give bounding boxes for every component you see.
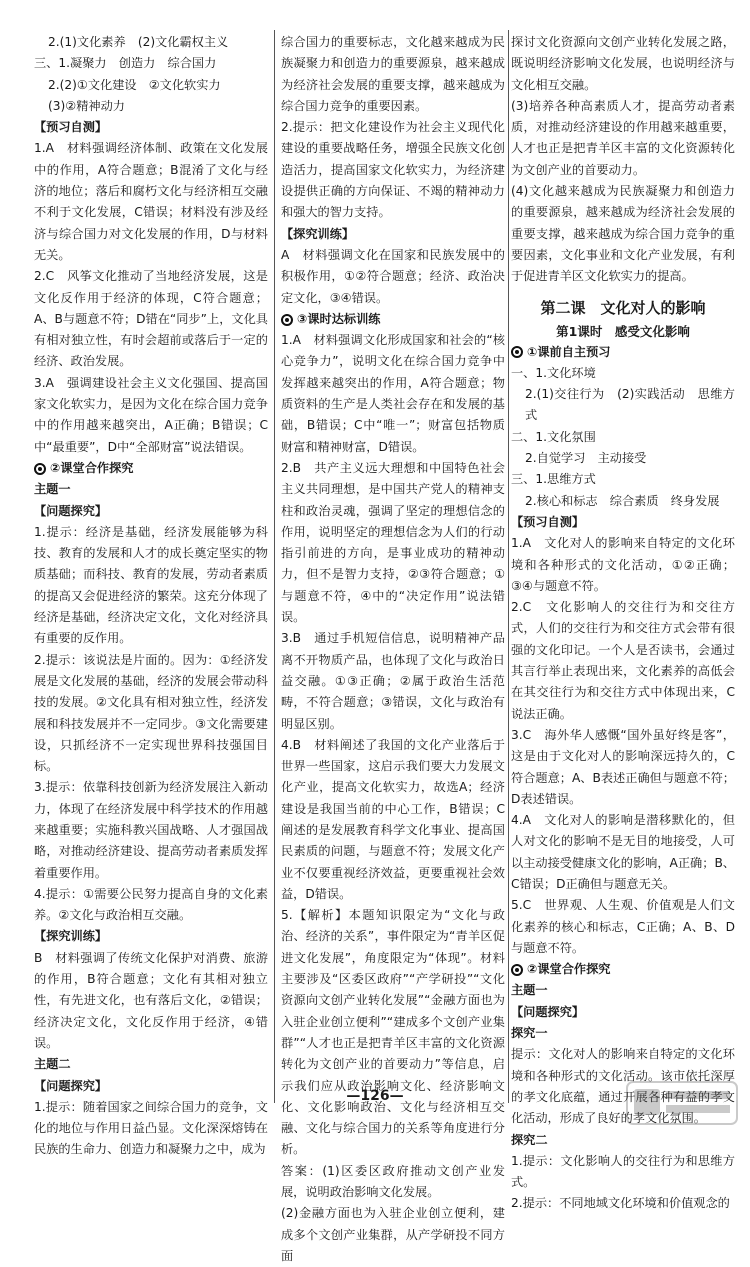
answer-paragraph: 3.B 通过手机短信信息，说明精神产品离不开物质产品，也体现了文化与政治日益交融。①③正确；②属于政治生活范畴，不符合题意；③错误，文化与政治有明显区别。 bbox=[281, 631, 505, 731]
answer-paragraph: 1.A 文化对人的影响来自特定的文化环境和各种形式的文化活动，①②正确；③④与题意不符。 bbox=[511, 536, 735, 593]
answer-paragraph: 5.【解析】本题知识限定为“文化与政治、经济的关系”，事件限定为“青羊区促进文化发展”，角度限定为“体现”。材料主要涉及“区委区政府”“产学研投”“文化资源向文创产业转化发展”“金融方面也为入驻企业创立便利”“建成多个文创产业集群”“人才也正是把青羊区丰富的文化资源转化为文创产业的首要动力”等信息，启示我们应从政治影响文化、经济影响文化、文化影响政治、文化与经济相互交融、文化与综合国力的关系等角度进行分析。 bbox=[281, 908, 505, 1157]
answer-paragraph: 3.C 海外华人感慨“国外虽好终是客”，这是由于文化对人的影响深远持久的，C符合题意；A、B表述正确但与题意不符；D表述错误。 bbox=[511, 727, 735, 806]
section-label: 【探究训练】 bbox=[281, 226, 355, 241]
answer-line: 一、1.文化环境 bbox=[511, 365, 596, 380]
answer-paragraph: 1.提示：随着国家之间综合国力的竞争，文化的地位与作用日益凸显。文化深深熔铸在民族的生命力、创造力和凝聚力之中，成为 bbox=[34, 1099, 268, 1157]
answer-paragraph: 综合国力的重要标志，文化越来越成为民族凝聚力和创造力的重要源泉，越来越成为经济社会发展的重要支撑，越来越成为综合国力竞争的重要因素。 bbox=[281, 35, 505, 113]
watermark-logo bbox=[626, 1081, 738, 1125]
answer-paragraph: 探讨文化资源向文创产业转化发展之路，既说明经济影响文化发展，也说明经济与文化相互交融。 bbox=[511, 35, 735, 92]
column-middle bbox=[281, 32, 505, 1267]
gear-icon bbox=[34, 463, 46, 475]
answer-paragraph: 2.提示：该说法是片面的。因为：①经济发展是文化发展的基础，经济的发展会带动科技的发展。②文化具有相对独立性，经济发展和科技发展并不一定同步。③文化需要建设，只抓经济不一定实现世界科技强国目标。 bbox=[34, 652, 268, 774]
answer-paragraph: 2.B 共产主义远大理想和中国特色社会主义共同理想，是中国共产党人的精神支柱和政治灵魂，强调了坚定的理想信念的作用，说明坚定的理想信念为人们的行动指引前进的方向，是事业成功的精神动力，但不是智力支持，②③符合题意；①与题意不符，④中的“决定作用”说法错误。 bbox=[281, 460, 505, 625]
gear-icon bbox=[511, 346, 523, 358]
section-heading: ③课时达标训练 bbox=[281, 309, 505, 330]
section-title: 第1课时 感受文化影响 bbox=[556, 323, 690, 339]
section-label: 【预习自测】 bbox=[34, 120, 108, 135]
answer-paragraph: 1.提示：文化影响人的交往行为和思维方式。 bbox=[511, 1153, 735, 1190]
column-left bbox=[34, 32, 268, 1161]
topic-label: 主题二 bbox=[34, 1057, 71, 1072]
answer-line: 三、1.思维方式 bbox=[511, 472, 596, 487]
gear-icon bbox=[281, 314, 293, 326]
answer-paragraph: 2.C 文化影响人的交往行为和交往方式，人们的交往行为和交往方式会带有很强的文化印记。一个人是否读书，会通过其言行举止表现出来，文化素养的高低会在其交往行为和交往方式中体现出来，C说法正确。 bbox=[511, 600, 735, 721]
answer-paragraph: B 材料强调了传统文化保护对消费、旅游的作用，B符合题意；文化有其相对独立性，有先进文化，也有落后文化，②错误；经济决定文化，文化反作用于经济，④错误。 bbox=[34, 950, 268, 1050]
answer-paragraph: 提示：文化对人的影响来自特定的文化环境和各种形式的文化活动。该市依托深厚的孝文化底蕴，通过开展各种有益的孝文化活动，形成了良好的孝文化氛围。 bbox=[511, 1047, 735, 1126]
topic-label: 主题一 bbox=[34, 482, 71, 497]
answer-line: 三、1.凝聚力 创造力 综合国力 bbox=[34, 56, 217, 71]
answer-line: 二、1.文化氛围 bbox=[511, 429, 596, 444]
answer-paragraph: 2.提示：把文化建设作为社会主义现代化建设的重要战略任务，增强全民族文化创造活力，提高国家文化软实力，为经济建设提供正确的方向保证、不竭的精神动力和强大的智力支持。 bbox=[281, 120, 505, 220]
answer-paragraph: 2.C 风筝文化推动了当地经济发展，这是文化反作用于经济的体现，C符合题意；A、B与题意不符；D错在“同步”上，文化具有相对独立性，有时会超前或落后于一定的经济、政治发展。 bbox=[34, 269, 268, 369]
answer-paragraph: A 材料强调文化在国家和民族发展中的积极作用，①②符合题意；经济、政治决定文化，③④错误。 bbox=[281, 247, 505, 305]
answer-paragraph: 1.A 材料强调文化形成国家和社会的“核心竞争力”，说明文化在综合国力竞争中发挥越来越突出的作用，A符合题意；物质资料的生产是人类社会存在和发展的基础，B错误；C中“唯一”；财富包括物质财富和精神财富，D错误。 bbox=[281, 333, 505, 454]
section-label: 【问题探究】 bbox=[34, 1078, 108, 1093]
topic-label: 主题一 bbox=[511, 983, 548, 998]
answer-paragraph: 3.提示：依靠科技创新为经济发展注入新动力，体现了在经济发展中科学技术的作用越来越重要；实施科教兴国战略、人才强国战略，对推动经济建设、提高劳动者素质发挥着重要作用。 bbox=[34, 780, 268, 880]
answer-line: 2.(1)文化素养 (2)文化霸权主义 bbox=[48, 35, 229, 49]
answer-paragraph: 4.B 材料阐述了我国的文化产业落后于世界一些国家，这启示我们要大力发展文化产业，提高文化软实力，故选A；经济建设是我国当前的中心工作，B错误；C阐述的是发展教育科学文化事业、提高国民素质的问题，与题意不符；发展文化产业不仅要重视经济效益，更要重视社会效益，D错误。 bbox=[281, 737, 505, 901]
answer-paragraph: 2.提示：不同地域文化环境和价值观念的 bbox=[511, 1196, 730, 1211]
column-right bbox=[511, 32, 735, 1215]
column-divider bbox=[274, 30, 275, 1103]
answer-paragraph: (4)文化越来越成为民族凝聚力和创造力的重要源泉，越来越成为经济社会发展的重要支撑，越来越成为综合国力竞争的重要因素，文化事业和文化产业发展，有利于促进青羊区文化软实力的提高。 bbox=[511, 184, 735, 284]
section-heading: ①课前自主预习 bbox=[511, 342, 735, 363]
answer-line: 2.自觉学习 主动接受 bbox=[525, 451, 647, 466]
answer-line: (3)②精神动力 bbox=[48, 98, 125, 113]
answer-paragraph: 1.A 材料强调经济体制、政策在文化发展中的作用，A符合题意；B混淆了文化与经济的地位；落后和腐朽文化与经济相互交融不利于文化发展，C错误；材料没有涉及经济与综合国力对文化发展的作用，D与材料无关。 bbox=[34, 141, 268, 262]
column-divider bbox=[508, 30, 509, 1103]
answer-line: 2.核心和标志 综合素质 终身发展 bbox=[525, 493, 720, 508]
chapter-title: 第二课 文化对人的影响 bbox=[540, 298, 706, 317]
page-number: —126— bbox=[346, 1088, 404, 1104]
answer-paragraph: (3)培养各种高素质人才，提高劳动者素质，对推动经济建设的作用越来越重要，人才也正是把青羊区丰富的文化资源转化为文创产业的首要动力。 bbox=[511, 98, 735, 177]
gear-icon bbox=[511, 964, 523, 976]
answer-line: 2.(2)①文化建设 ②文化软实力 bbox=[48, 77, 221, 92]
section-heading: ②课堂合作探究 bbox=[34, 458, 268, 479]
section-label: 【探究训练】 bbox=[34, 929, 108, 944]
answer-paragraph: 5.C 世界观、人生观、价值观是人们文化素养的核心和标志，C正确；A、B、D与题意不符。 bbox=[511, 898, 735, 955]
answer-line: 2.(1)交往行为 (2)实践活动 思维方式 bbox=[525, 387, 735, 423]
sub-label: 探究二 bbox=[511, 1132, 548, 1147]
section-label: 【预习自测】 bbox=[511, 514, 585, 529]
section-label: 【问题探究】 bbox=[511, 1004, 585, 1019]
answer-paragraph: 3.A 强调建设社会主义文化强国、提高国家文化软实力，是因为文化在综合国力竞争中的作用越来越突出，A正确；B错误；C中“最重要”，D中“全部财富”说法错误。 bbox=[34, 375, 268, 454]
answer-paragraph: 4.A 文化对人的影响是潜移默化的，但人对文化的影响不是无目的地接受，人可以主动接受健康文化的影响，A正确；B、C错误；D正确但与题意无关。 bbox=[511, 813, 735, 891]
answer-paragraph: 4.提示：①需要公民努力提高自身的文化素养。②文化与政治相互交融。 bbox=[34, 886, 268, 923]
answer-paragraph: 1.提示：经济是基础，经济发展能够为科技、教育的发展和人才的成长奠定坚实的物质基础；而科技、教育的发展，劳动者素质的提高又会促进经济的繁荣。这充分体现了经济是基础，经济决定文化，文化对经济具有重要的反作用。 bbox=[34, 524, 268, 646]
sub-label: 探究一 bbox=[511, 1026, 548, 1041]
answer-paragraph: 答案：(1)区委区政府推动文创产业发展，说明政治影响文化发展。 bbox=[281, 1163, 505, 1200]
section-label: 【问题探究】 bbox=[34, 503, 108, 518]
section-heading: ②课堂合作探究 bbox=[511, 959, 735, 980]
answer-paragraph: (2)金融方面也为入驻企业创立便利，建成多个文创产业集群，从产学研投不同方面 bbox=[281, 1206, 505, 1263]
